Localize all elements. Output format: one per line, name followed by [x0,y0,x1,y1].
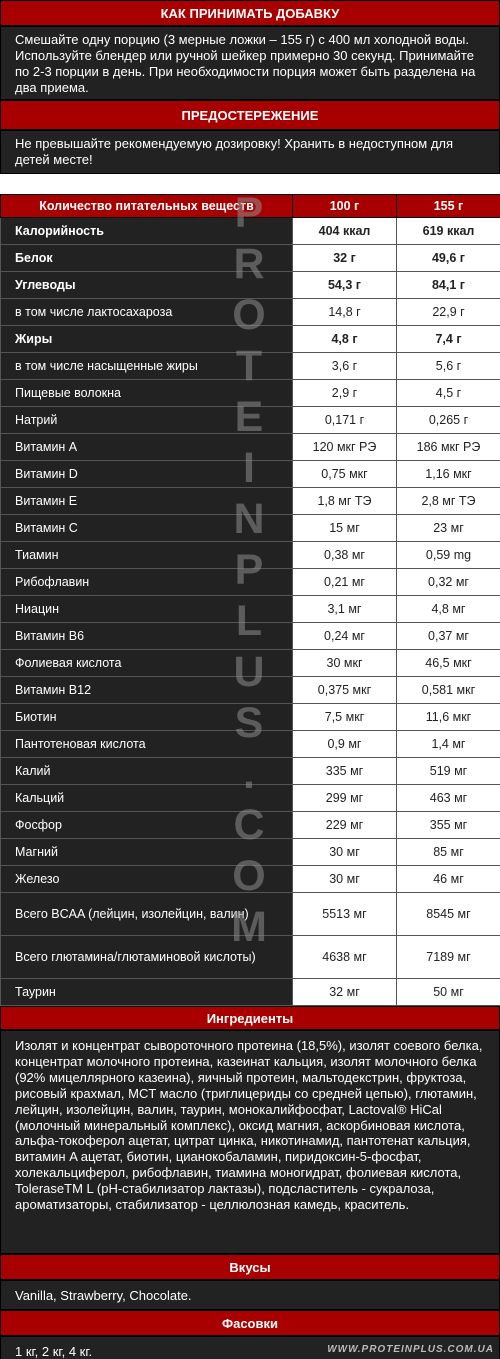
nutrition-row [1,434,500,461]
watermark-letter: C [233,801,265,849]
value-100g: 0,21 мг [293,569,397,596]
nutrition-row [1,785,500,812]
value-155g: 186 мкг РЭ [397,434,500,461]
nutrient-name: Ниацин [1,596,293,623]
nutrition-row [1,272,500,299]
value-100g: 0,171 г [293,407,397,434]
value-100g: 335 мг [293,758,397,785]
value-155g: 50 мг [397,979,500,1006]
nutrient-name: Биотин [1,704,293,731]
value-155g: 2,8 мг ТЭ [397,488,500,515]
value-155g: 0,265 г [397,407,500,434]
nutrient-name: Натрий [1,407,293,434]
nutrient-name: Всего глютамина/глютаминовой кислоты) [1,936,293,979]
nutrition-row [1,326,500,353]
nutrient-name: Таурин [1,979,293,1006]
value-155g: 619 ккал [397,218,500,245]
nutrition-header-row [1,195,500,218]
nutrient-name: Витамин D [1,461,293,488]
nutrient-name: Железо [1,866,293,893]
value-155g: 84,1 г [397,272,500,299]
usage-header: КАК ПРИНИМАТЬ ДОБАВКУ [0,0,500,26]
nutrition-row [1,812,500,839]
value-155g: 0,32 мг [397,569,500,596]
nutrient-name: Рибофлавин [1,569,293,596]
value-100g: 1,8 мг ТЭ [293,488,397,515]
value-100g: 0,75 мкг [293,461,397,488]
nutrient-name: Тиамин [1,542,293,569]
warning-text: Не превышайте рекомендуемую дозировку! Хранить в недоступном для детей месте! [0,130,500,174]
watermark-letter: P [234,546,264,594]
watermark-letter: P [234,189,264,237]
value-100g: 30 мг [293,839,397,866]
value-100g: 0,9 мг [293,731,397,758]
nutrient-name: в том числе лактосахароза [1,299,293,326]
value-155g: 0,37 мг [397,623,500,650]
nutrient-name: в том числе насыщенные жиры [1,353,293,380]
value-155g: 1,16 мкг [397,461,500,488]
watermark-letter: R [233,240,265,288]
nutrition-row [1,515,500,542]
nutrient-name: Жиры [1,326,293,353]
value-100g: 0,24 мг [293,623,397,650]
nutrient-name: Фолиевая кислота [1,650,293,677]
watermark-letter: I [243,444,255,492]
nutrition-row [1,299,500,326]
nutrient-name: Витамин C [1,515,293,542]
value-100g: 120 мкг РЭ [293,434,397,461]
value-155g: 355 мг [397,812,500,839]
value-100g: 7,5 мкг [293,704,397,731]
value-155g: 7,4 г [397,326,500,353]
header-155g: 155 г [397,195,500,218]
nutrition-row [1,979,500,1006]
value-155g: 85 мг [397,839,500,866]
watermark-letter: T [235,342,263,390]
nutrient-name: Калий [1,758,293,785]
nutrient-name: Кальций [1,785,293,812]
value-155g: 22,9 г [397,299,500,326]
nutrition-row [1,596,500,623]
section-gap [0,174,500,194]
watermark-letter: M [231,903,267,951]
nutrient-name: Белок [1,245,293,272]
packaging-text: 1 кг, 2 кг, 4 кг. [0,1336,500,1359]
value-100g: 3,6 г [293,353,397,380]
value-100g: 15 мг [293,515,397,542]
value-155g: 1,4 мг [397,731,500,758]
watermark-letter: U [233,648,265,696]
nutrition-row [1,866,500,893]
nutrition-row [1,839,500,866]
header-nutrient: Количество питательных веществ [1,195,293,218]
watermark-letter: S [234,699,264,747]
nutrition-row [1,245,500,272]
nutrient-name: Витамин B6 [1,623,293,650]
value-155g: 7189 мг [397,936,500,979]
nutrient-name: Углеводы [1,272,293,299]
nutrition-row [1,893,500,936]
value-100g: 3,1 мг [293,596,397,623]
nutrition-row [1,353,500,380]
value-100g: 32 г [293,245,397,272]
value-155g: 463 мг [397,785,500,812]
value-100g: 299 мг [293,785,397,812]
value-100g: 54,3 г [293,272,397,299]
ingredients-text: Изолят и концентрат сывороточного протеина (18,5%), изолят соевого белка, концентрат молочного протеина, казеинат кальция, изолят молочного белка (92% мицеллярного казеина), яичный протеин, мальтодекстрин, фруктоза, рисовый крахмал, MCT масло (триглицериды со средней цепью), глютамин, лейцин, изолейцин, валин, таурин, монокалийфосфат, Lactoval® HiCal (молочный минеральный комплекс), оксид магния, аскорбиновая кислота, альфа-токоферол ацетат, цитрат цинка, никотинамид, пантотенат кальция, витамин A ацетат, биотин, цианокобаламин, пиридоксин-5-фосфат, холекальциферол, рибофлавин, тиамина моногидрат, фолиевая кислота, ToleraseTM L (pH-стабилизатор лактазы), подсластитель - сукралоза, ароматизаторы, стабилизатор - целлюлозная камедь, краситель. [0,1030,500,1254]
value-100g: 32 мг [293,979,397,1006]
watermark-letter: . [243,750,255,798]
nutrition-row [1,704,500,731]
nutrition-row [1,569,500,596]
nutrition-row [1,623,500,650]
nutrition-row [1,677,500,704]
value-100g: 30 мкг [293,650,397,677]
flavors-text: Vanilla, Strawberry, Chocolate. [0,1280,500,1310]
flavors-header: Вкусы [0,1254,500,1280]
value-155g: 49,6 г [397,245,500,272]
value-100g: 14,8 г [293,299,397,326]
nutrition-row [1,731,500,758]
nutrient-name: Витамин A [1,434,293,461]
ingredients-header: Ингредиенты [0,1006,500,1030]
value-155g: 0,581 мкг [397,677,500,704]
nutrition-row [1,542,500,569]
warning-header: ПРЕДОСТЕРЕЖЕНИЕ [0,100,500,130]
nutrient-name: Всего BCAA (лейцин, изолейцин, валин) [1,893,293,936]
watermark-letter: N [233,495,265,543]
nutrition-row [1,461,500,488]
value-100g: 4,8 г [293,326,397,353]
value-155g: 5,6 г [397,353,500,380]
value-100g: 2,9 г [293,380,397,407]
nutrition-row [1,936,500,979]
nutrition-row [1,650,500,677]
watermark-letter: E [234,393,264,441]
value-155g: 519 мг [397,758,500,785]
nutrition-row [1,218,500,245]
value-155g: 46,5 мкг [397,650,500,677]
nutrient-name: Пищевые волокна [1,380,293,407]
nutrition-table [0,194,500,1006]
nutrition-row [1,407,500,434]
value-100g: 229 мг [293,812,397,839]
nutrient-name: Фосфор [1,812,293,839]
value-100g: 30 мг [293,866,397,893]
nutrient-name: Магний [1,839,293,866]
nutrient-name: Пантотеновая кислота [1,731,293,758]
nutrient-name: Калорийность [1,218,293,245]
value-155g: 23 мг [397,515,500,542]
value-155g: 8545 мг [397,893,500,936]
value-100g: 4638 мг [293,936,397,979]
header-100g: 100 г [293,195,397,218]
nutrition-row [1,758,500,785]
value-100g: 0,375 мкг [293,677,397,704]
value-155g: 4,5 г [397,380,500,407]
value-155g: 0,59 mg [397,542,500,569]
nutrition-row [1,380,500,407]
value-155g: 4,8 мг [397,596,500,623]
usage-text: Смешайте одну порцию (3 мерные ложки – 155 г) с 400 мл холодной воды. Используйте блендер или ручной шейкер примерно 30 секунд. Принимайте по 2-3 порции в день. При необходимости порция может быть разделена на два приема. [0,26,500,100]
watermark-letter: L [235,597,263,645]
value-155g: 46 мг [397,866,500,893]
value-100g: 404 ккал [293,218,397,245]
value-100g: 0,38 мг [293,542,397,569]
nutrient-name: Витамин B12 [1,677,293,704]
watermark-letter: O [232,852,266,900]
value-155g: 11,6 мкг [397,704,500,731]
watermark-letter: O [232,291,266,339]
nutrition-row [1,488,500,515]
packaging-header: Фасовки [0,1310,500,1336]
site-watermark: WWW.PROTEINPLUS.COM.UA [327,1344,494,1355]
value-100g: 5513 мг [293,893,397,936]
nutrient-name: Витамин E [1,488,293,515]
